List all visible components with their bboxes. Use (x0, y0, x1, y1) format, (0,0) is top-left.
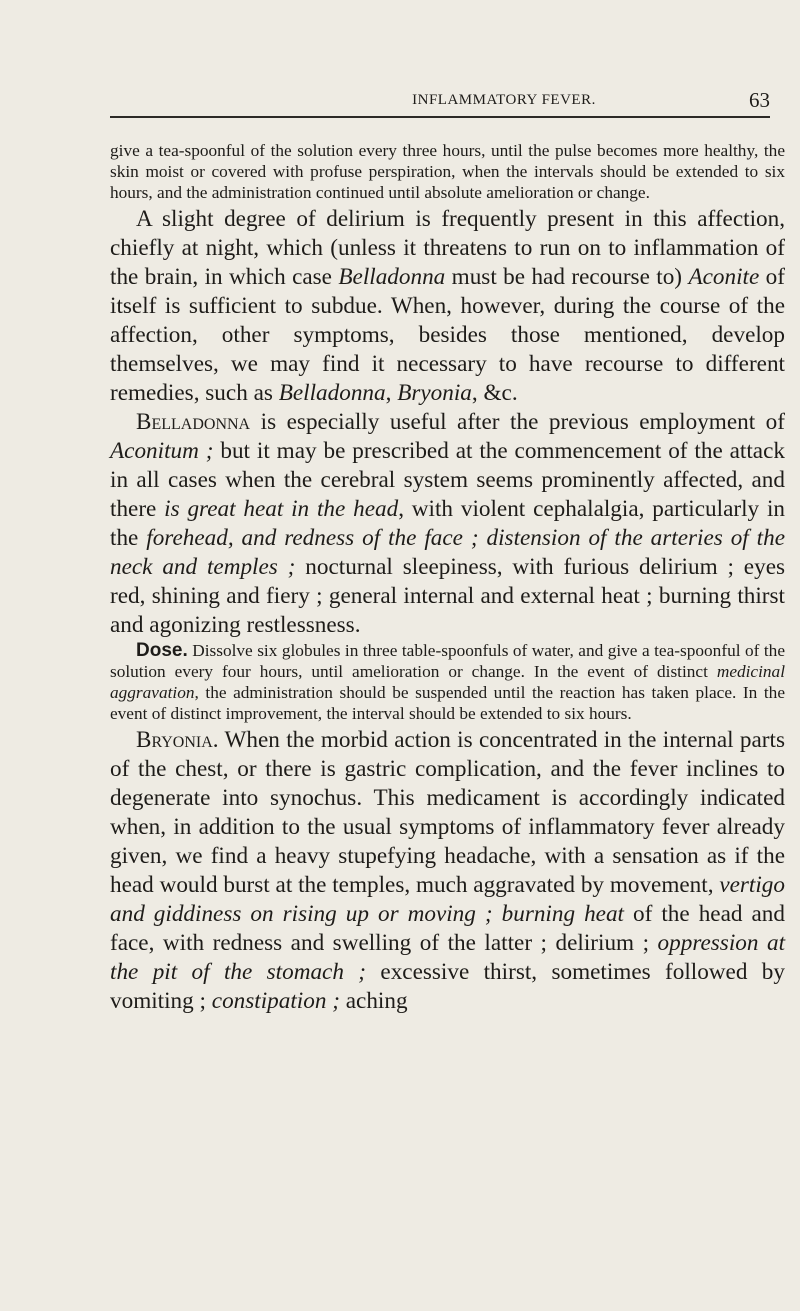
paragraph-delirium (110, 205, 785, 408)
text-run: must be had recourse to) (445, 264, 689, 290)
running-title: INFLAMMATORY FEVER. (412, 92, 596, 108)
remedy-heading: Belladonna (136, 409, 251, 435)
text-run: , (385, 380, 398, 406)
paragraph-belladonna (110, 408, 785, 640)
italic-symptom: vertigo and giddiness on rising up or moving ; burning heat (110, 872, 785, 927)
italic-term: medicinal aggravation (110, 662, 785, 702)
italic-remedy: Bryonia (397, 380, 472, 406)
italic-remedy: Aconite (688, 264, 760, 290)
italic-remedy: Aconitum ; (110, 438, 214, 464)
remedy-heading: Bryonia. (136, 727, 219, 753)
text-run: is especially useful after the previous employment of (250, 409, 785, 435)
italic-remedy: Belladonna (278, 380, 386, 406)
text-run: nocturnal sleepiness, with furious delirium ; eyes red, shining and fiery ; general internal and external heat ; burning thirst and agonizing restlessness. (110, 554, 786, 638)
text-run: , the administration should be suspended until the reaction has taken place. In the event of distinct improvement, the interval should be extended to six hours. (110, 683, 785, 723)
text-run: When the morbid action is concentrated in the internal parts of the chest, or there is gastric complication, and the fever inclines to degenerate into synochus. This medicament is accordingly indicated when, in addition to the usual symptoms of inflammatory fever already given, we find a heavy stupefying headache, with a sensation as if the head would burst at the temples, much aggravated by movement, (110, 727, 785, 898)
text-run: of itself is sufficient to subdue. When, however, during the course of the affection, other symptoms, besides those mentioned, develop themselves, we may find it necessary to have recourse to different remedies, such as (110, 264, 785, 406)
dose-label: Dose. (136, 640, 188, 661)
italic-remedy: Belladonna (338, 264, 446, 290)
text-run: A slight degree of delirium is frequently present in this affection, chiefly at night, which (unless it threatens to run on to inflammation of the brain, in which case (110, 206, 785, 290)
text-run: Dissolve six globules in three table-spoonfuls of water, and give a tea-spoonful of the solution every four hours, until amelioration or change. In the event of distinct (110, 641, 785, 681)
paragraph-bryonia (110, 726, 785, 1016)
text-run: aching (339, 988, 408, 1014)
page-number: 63 (749, 88, 770, 112)
paragraph-continuation: give a tea-spoonful of the solution every three hours, until the pulse becomes more healthy, the skin moist or covered with profuse perspiration, when the intervals should be extended to six hours, and the administration continued until absolute amelioration or change. (110, 141, 785, 202)
italic-symptom: oppression at the pit of the stomach ; (110, 930, 786, 985)
paragraph-dose (110, 640, 785, 724)
text-run: of the head and face, with redness and swelling of the latter ; delirium ; (110, 901, 785, 956)
italic-symptom: constipation ; (211, 988, 340, 1014)
body-text (110, 140, 785, 1016)
header-rule (110, 116, 770, 118)
italic-symptom: is great heat in the head (164, 496, 399, 522)
text-run: , &c. (471, 380, 518, 406)
page-header (110, 88, 800, 126)
text-run: but it may be prescribed at the commencement of the attack in all cases when the cerebral system seems prominently affected, and there (110, 438, 785, 522)
italic-symptom: forehead, and redness of the face ; distension of the arteries of the neck and temples ; (110, 525, 785, 580)
text-run: , with violent cephalalgia, particularly in the (110, 496, 785, 551)
text-run: excessive thirst, sometimes followed by vomiting ; (110, 959, 785, 1014)
